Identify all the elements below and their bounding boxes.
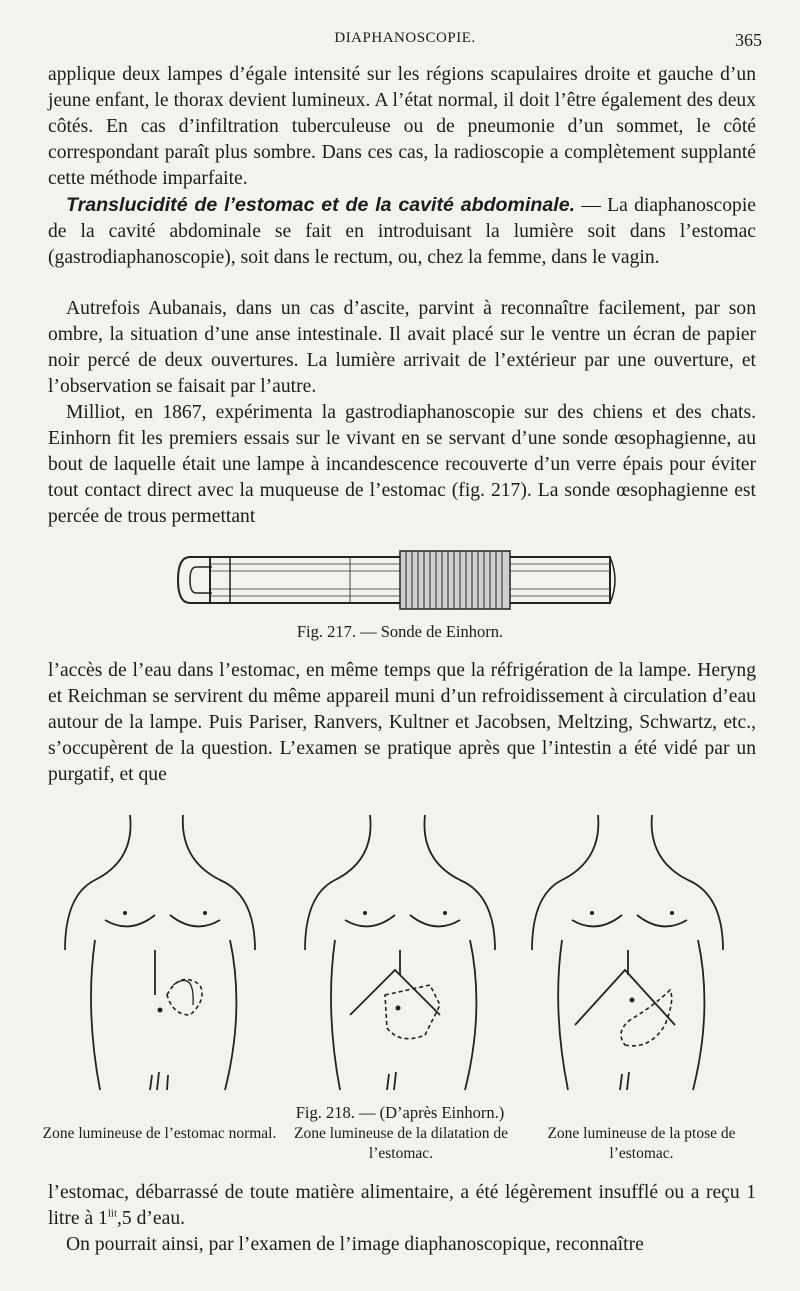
estomac-text-part2: ,5 d’eau.	[117, 1208, 186, 1229]
page-header	[48, 30, 762, 52]
paragraph-milliot: Milliot, en 1867, expérimenta la gastrodiaphanoscopie sur des chiens et des chats. Einhorn fit les premiers essais sur le vivant en se servant d’une sonde œsophagienne, au bout de laquelle était une lampe à incandescence recouverte d’un verre épais pour éviter tout contact direct avec la muqueuse de l’estomac (fig. 217). La sonde œsophagienne est percée de trous permettant	[48, 402, 756, 527]
fig218-label-dilatation: Zone lumineuse de la dilatation de l’estomac.	[294, 1125, 508, 1162]
torso-normal-illustration	[55, 810, 285, 1100]
litre-superscript: lit	[107, 1207, 118, 1220]
fig218-caption: Fig. 218. — (D’après Einhorn.)	[295, 1103, 505, 1122]
paragraph-conclusion: On pourrait ainsi, par l’examen de l’image diaphanoscopique, reconnaître	[66, 1234, 644, 1255]
fig217-caption: Fig. 217. — Sonde de Einhorn.	[296, 622, 504, 641]
torso-ptose-illustration	[520, 810, 750, 1100]
paragraph-aubanais: Autrefois Aubanais, dans un cas d’ascite, parvint à reconnaître facilement, par son ombre, la situation d’une anse intestinale. Il avait placé sur le ventre un écran de papier noir percé de deux ouvertures. La lumière arrivait de l’extérieur par une ouverture, et l’observation se faisait par l’autre.	[48, 298, 756, 397]
running-title: DIAPHANOSCOPIE.	[334, 30, 476, 46]
estomac-text-part1: l’estomac, débarrassé de toute matière alimentaire, a été légèrement insufflé ou a reçu 1 litre à 1	[48, 1182, 756, 1229]
paragraph-thorax: applique deux lampes d’égale intensité sur les régions scapulaires droite et gauche d’un jeune enfant, le thorax devient lumineux. A l’état normal, il doit l’être également des deux côtés. En cas d’infiltration tuberculeuse ou de pneumonie d’un sommet, le côté correspondant paraît plus sombre. Dans ces cas, la radioscopie a complètement supplanté cette méthode imparfaite.	[48, 64, 756, 189]
section-body: — La diaphanoscopie de la cavité abdominale se fait en introduisant la lumière soit dans l’estomac (gastrodiaphanoscopie), soit dans le rectum, ou, chez la femme, dans le vagin.	[48, 195, 756, 268]
paragraph-acces: l’accès de l’eau dans l’estomac, en même temps que la réfrigération de la lampe. Heryng et Reichman se servirent du même appareil muni d’un refroidissement à circulation d’eau autour de la lampe. Puis Pariser, Ranvers, Kultner et Jacobsen, Meltzing, Schwartz, etc., s’occupèrent de la question. L’examen se pratique après que l’intestin a été vidé par un purgatif, et que	[48, 660, 756, 785]
paragraph-estomac	[48, 1180, 756, 1232]
paragraph-translucidite	[48, 192, 756, 271]
einhorn-probe-illustration	[170, 545, 630, 615]
page-number: 365	[735, 30, 762, 50]
section-title: Translucidité de l’estomac et de la cavité abdominale.	[66, 194, 576, 216]
fig218-label-ptose: Zone lumineuse de la ptose de l’estomac.	[547, 1125, 736, 1162]
fig218-label-normal: Zone lumineuse de l’estomac normal.	[42, 1125, 277, 1142]
torso-dilatation-illustration	[290, 810, 520, 1100]
